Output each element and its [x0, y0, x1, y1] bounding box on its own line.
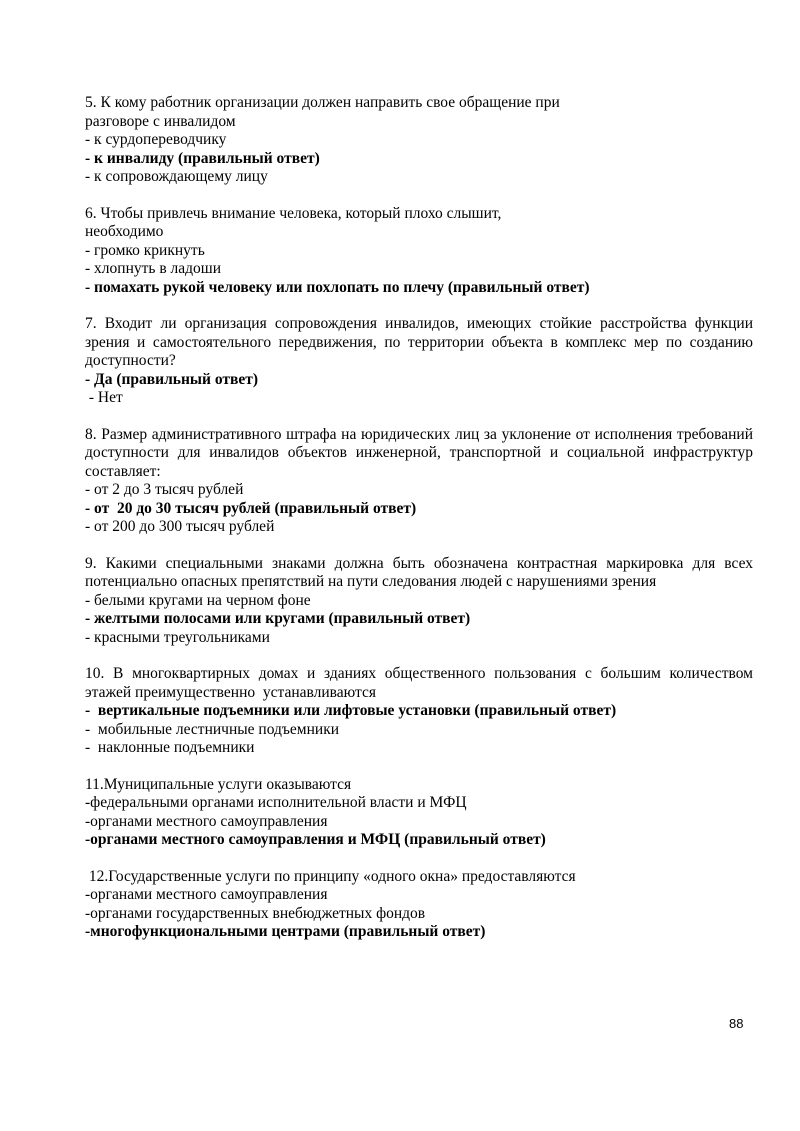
answer-option: - красными треугольниками — [85, 628, 270, 646]
answer-option: - к сурдопереводчику — [85, 131, 227, 148]
correct-answer-option: - к инвалиду (правильный ответ) — [85, 149, 320, 167]
correct-answer-option: - вертикальные подъемники или лифтовые установки (правильный ответ) — [85, 702, 617, 719]
answer-option: - громко крикнуть — [85, 241, 205, 259]
question-text: 8. Размер административного штрафа на юридических лиц за уклонение от исполнения требований доступности для инвалидов объектов инженерной, транспортной и социальной инфраструктур составляет: — [85, 425, 753, 480]
question-8 — [85, 426, 753, 537]
question-11 — [85, 776, 753, 850]
question-12 — [85, 868, 753, 942]
answer-option: -органами местного самоуправления — [85, 812, 328, 830]
answer-option: - от 200 до 300 тысяч рублей — [85, 518, 275, 535]
question-text-line: необходимо — [85, 223, 164, 240]
answer-option: -органами государственных внебюджетных фондов — [85, 904, 426, 922]
question-7 — [85, 315, 753, 408]
answer-option: - Нет — [85, 389, 123, 406]
correct-answer-option: - желтыми полосами или кругами (правильный ответ) — [85, 610, 471, 627]
answer-option: - белыми кругами на черном фоне — [85, 591, 311, 609]
question-9 — [85, 555, 753, 648]
question-text: 9. Какими специальными знаками должна быть обозначена контрастная маркировка для всех потенциально опасных препятствий на пути следования людей с нарушениями зрения — [85, 554, 753, 590]
answer-option: - от 2 до 3 тысяч рублей — [85, 481, 244, 498]
correct-answer-option: - Да (правильный ответ) — [85, 370, 259, 388]
answer-option: -федеральными органами исполнительной власти и МФЦ — [85, 794, 467, 811]
page-number: 88 — [729, 1016, 744, 1031]
correct-answer-option: -органами местного самоуправления и МФЦ (правильный ответ) — [85, 831, 546, 848]
question-5 — [85, 94, 753, 187]
question-10 — [85, 665, 757, 758]
answer-option: -органами местного самоуправления — [85, 886, 328, 903]
question-6 — [85, 205, 753, 298]
question-text: 12.Государственные услуги по принципу «одного окна» предоставляются — [85, 867, 576, 885]
answer-option: - к сопровождающему лицу — [85, 168, 268, 185]
page-content — [85, 94, 757, 960]
question-text: 11.Муниципальные услуги оказываются — [85, 775, 352, 793]
correct-answer-option: -многофункциональными центрами (правильный ответ) — [85, 923, 486, 940]
question-text-line: разговоре с инвалидом — [85, 112, 236, 130]
question-text: 7. Входит ли организация сопровождения инвалидов, имеющих стойкие расстройства функции зрения и самостоятельного передвижения, по территории объекта в комплекс мер по созданию доступности? — [85, 315, 753, 369]
question-text: 10. В многоквартирных домах и зданиях общественного пользования с большим количеством этажей преимущественно устанавливаются — [85, 665, 757, 701]
correct-answer-option: - помахать рукой человеку или похлопать по плечу (правильный ответ) — [85, 278, 590, 296]
answer-option: - мобильные лестничные подъемники — [85, 720, 340, 738]
correct-answer-option: - от 20 до 30 тысяч рублей (правильный ответ) — [85, 499, 417, 517]
answer-option: - наклонные подъемники — [85, 739, 255, 756]
question-text-line: 6. Чтобы привлечь внимание человека, который плохо слышит, — [85, 204, 502, 222]
question-text-line: 5. К кому работник организации должен направить свое обращение при — [85, 94, 560, 111]
answer-option: - хлопнуть в ладоши — [85, 260, 222, 277]
